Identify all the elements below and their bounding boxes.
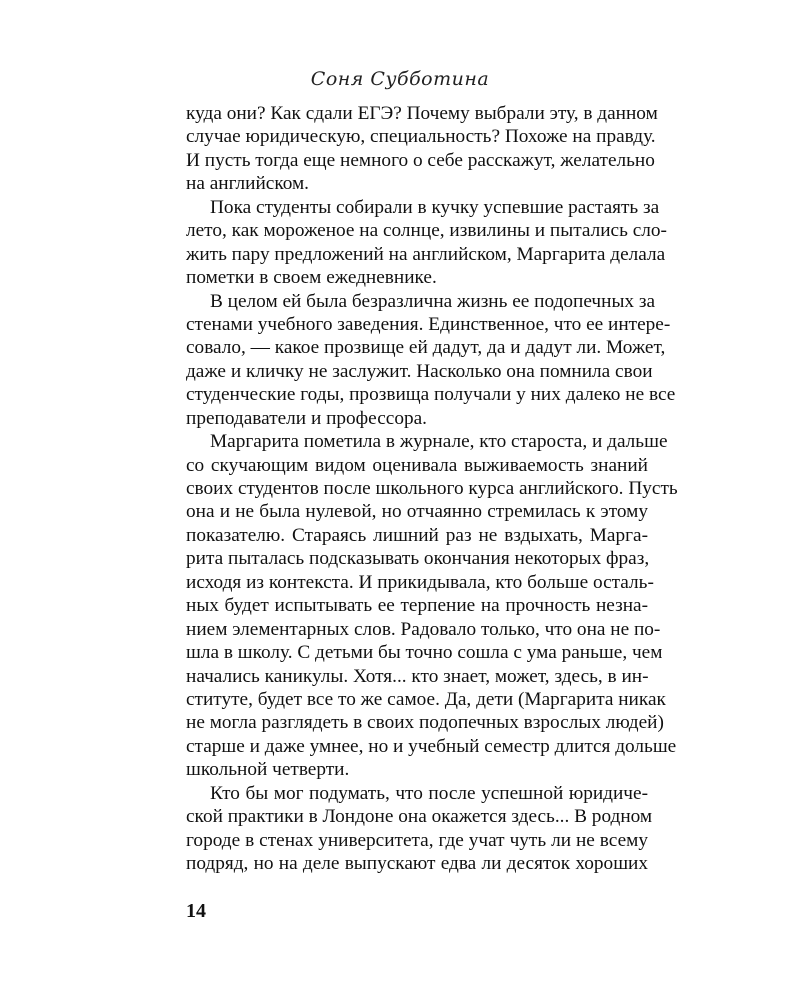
text-line: на английском. <box>186 173 310 195</box>
text-line: шла в школу. С детьми бы точно сошла с ума раньше, чем <box>186 642 663 664</box>
text-line: Пока студенты собирали в кучку успевшие растаять за <box>210 196 660 218</box>
text-line: лето, как мороженое на солнце, извилины и пытались сло- <box>186 220 667 242</box>
text-line: рита пыталась подсказывать окончания некоторых фраз, <box>186 548 650 570</box>
text-line: стенами учебного заведения. Единственное, что ее интере- <box>186 313 671 335</box>
text-line: нием элементарных слов. Радовало только, что она не по- <box>186 618 661 640</box>
text-line: пометки в своем ежедневнике. <box>186 267 437 289</box>
text-line: И пусть тогда еще немного о себе расскажут, желательно <box>186 149 655 171</box>
page-number: 14 <box>186 900 206 922</box>
text-line: своих студентов после школьного курса английского. Пусть <box>186 478 678 499</box>
text-line: ской практики в Лондоне она окажется здесь... В родном <box>186 806 653 828</box>
text-line: старше и даже умнее, но и учебный семестр длится дольше <box>186 735 677 757</box>
text-line: В целом ей была безразлична жизнь ее подопечных за <box>210 290 656 312</box>
text-line: подряд, но на деле выпускают едва ли десяток хороших <box>186 853 648 874</box>
text-line: преподаватели и профессора. <box>186 407 427 429</box>
text-line: она и не была нулевой, но отчаянно стремилась к этому <box>186 501 648 523</box>
text-line: совало, — какое прозвище ей дадут, да и дадут ли. Может, <box>186 337 666 359</box>
running-head: Соня Субботина <box>310 68 490 90</box>
text-line: Кто бы мог подумать, что после успешной юридиче- <box>210 782 648 804</box>
text-line: исходя из контекста. И прикидывала, кто больше осталь- <box>186 571 654 593</box>
text-line: со скучающим видом оценивала выживаемость знаний <box>186 454 648 476</box>
text-line: начались каникулы. Хотя... кто знает, может, здесь, в ин- <box>186 665 649 687</box>
text-line: ституте, будет все то же самое. Да, дети (Маргарита никак <box>186 688 666 710</box>
text-line: школьной четверти. <box>186 759 350 781</box>
text-line: городе в стенах университета, где учат чуть ли не всему <box>186 829 648 851</box>
text-line: случае юридическую, специальность? Похоже на правду. <box>186 126 656 148</box>
text-line: куда они? Как сдали ЕГЭ? Почему выбрали эту, в данном <box>186 103 658 124</box>
text-line: студенческие годы, прозвища получали у них далеко не все <box>186 384 676 406</box>
text-line: ных будет испытывать ее терпение на прочность незна- <box>186 595 648 617</box>
text-line: Маргарита пометила в журнале, кто староста, и дальше <box>210 431 668 453</box>
text-line: жить пару предложений на английском, Маргарита делала <box>186 243 666 265</box>
body-text <box>186 102 678 875</box>
text-line: даже и кличку не заслужит. Насколько она помнила свои <box>186 360 653 382</box>
text-line: показателю. Стараясь лишний раз не вздыхать, Марга- <box>186 524 648 546</box>
text-line: не могла разглядеть в своих подопечных взрослых людей) <box>186 712 664 734</box>
